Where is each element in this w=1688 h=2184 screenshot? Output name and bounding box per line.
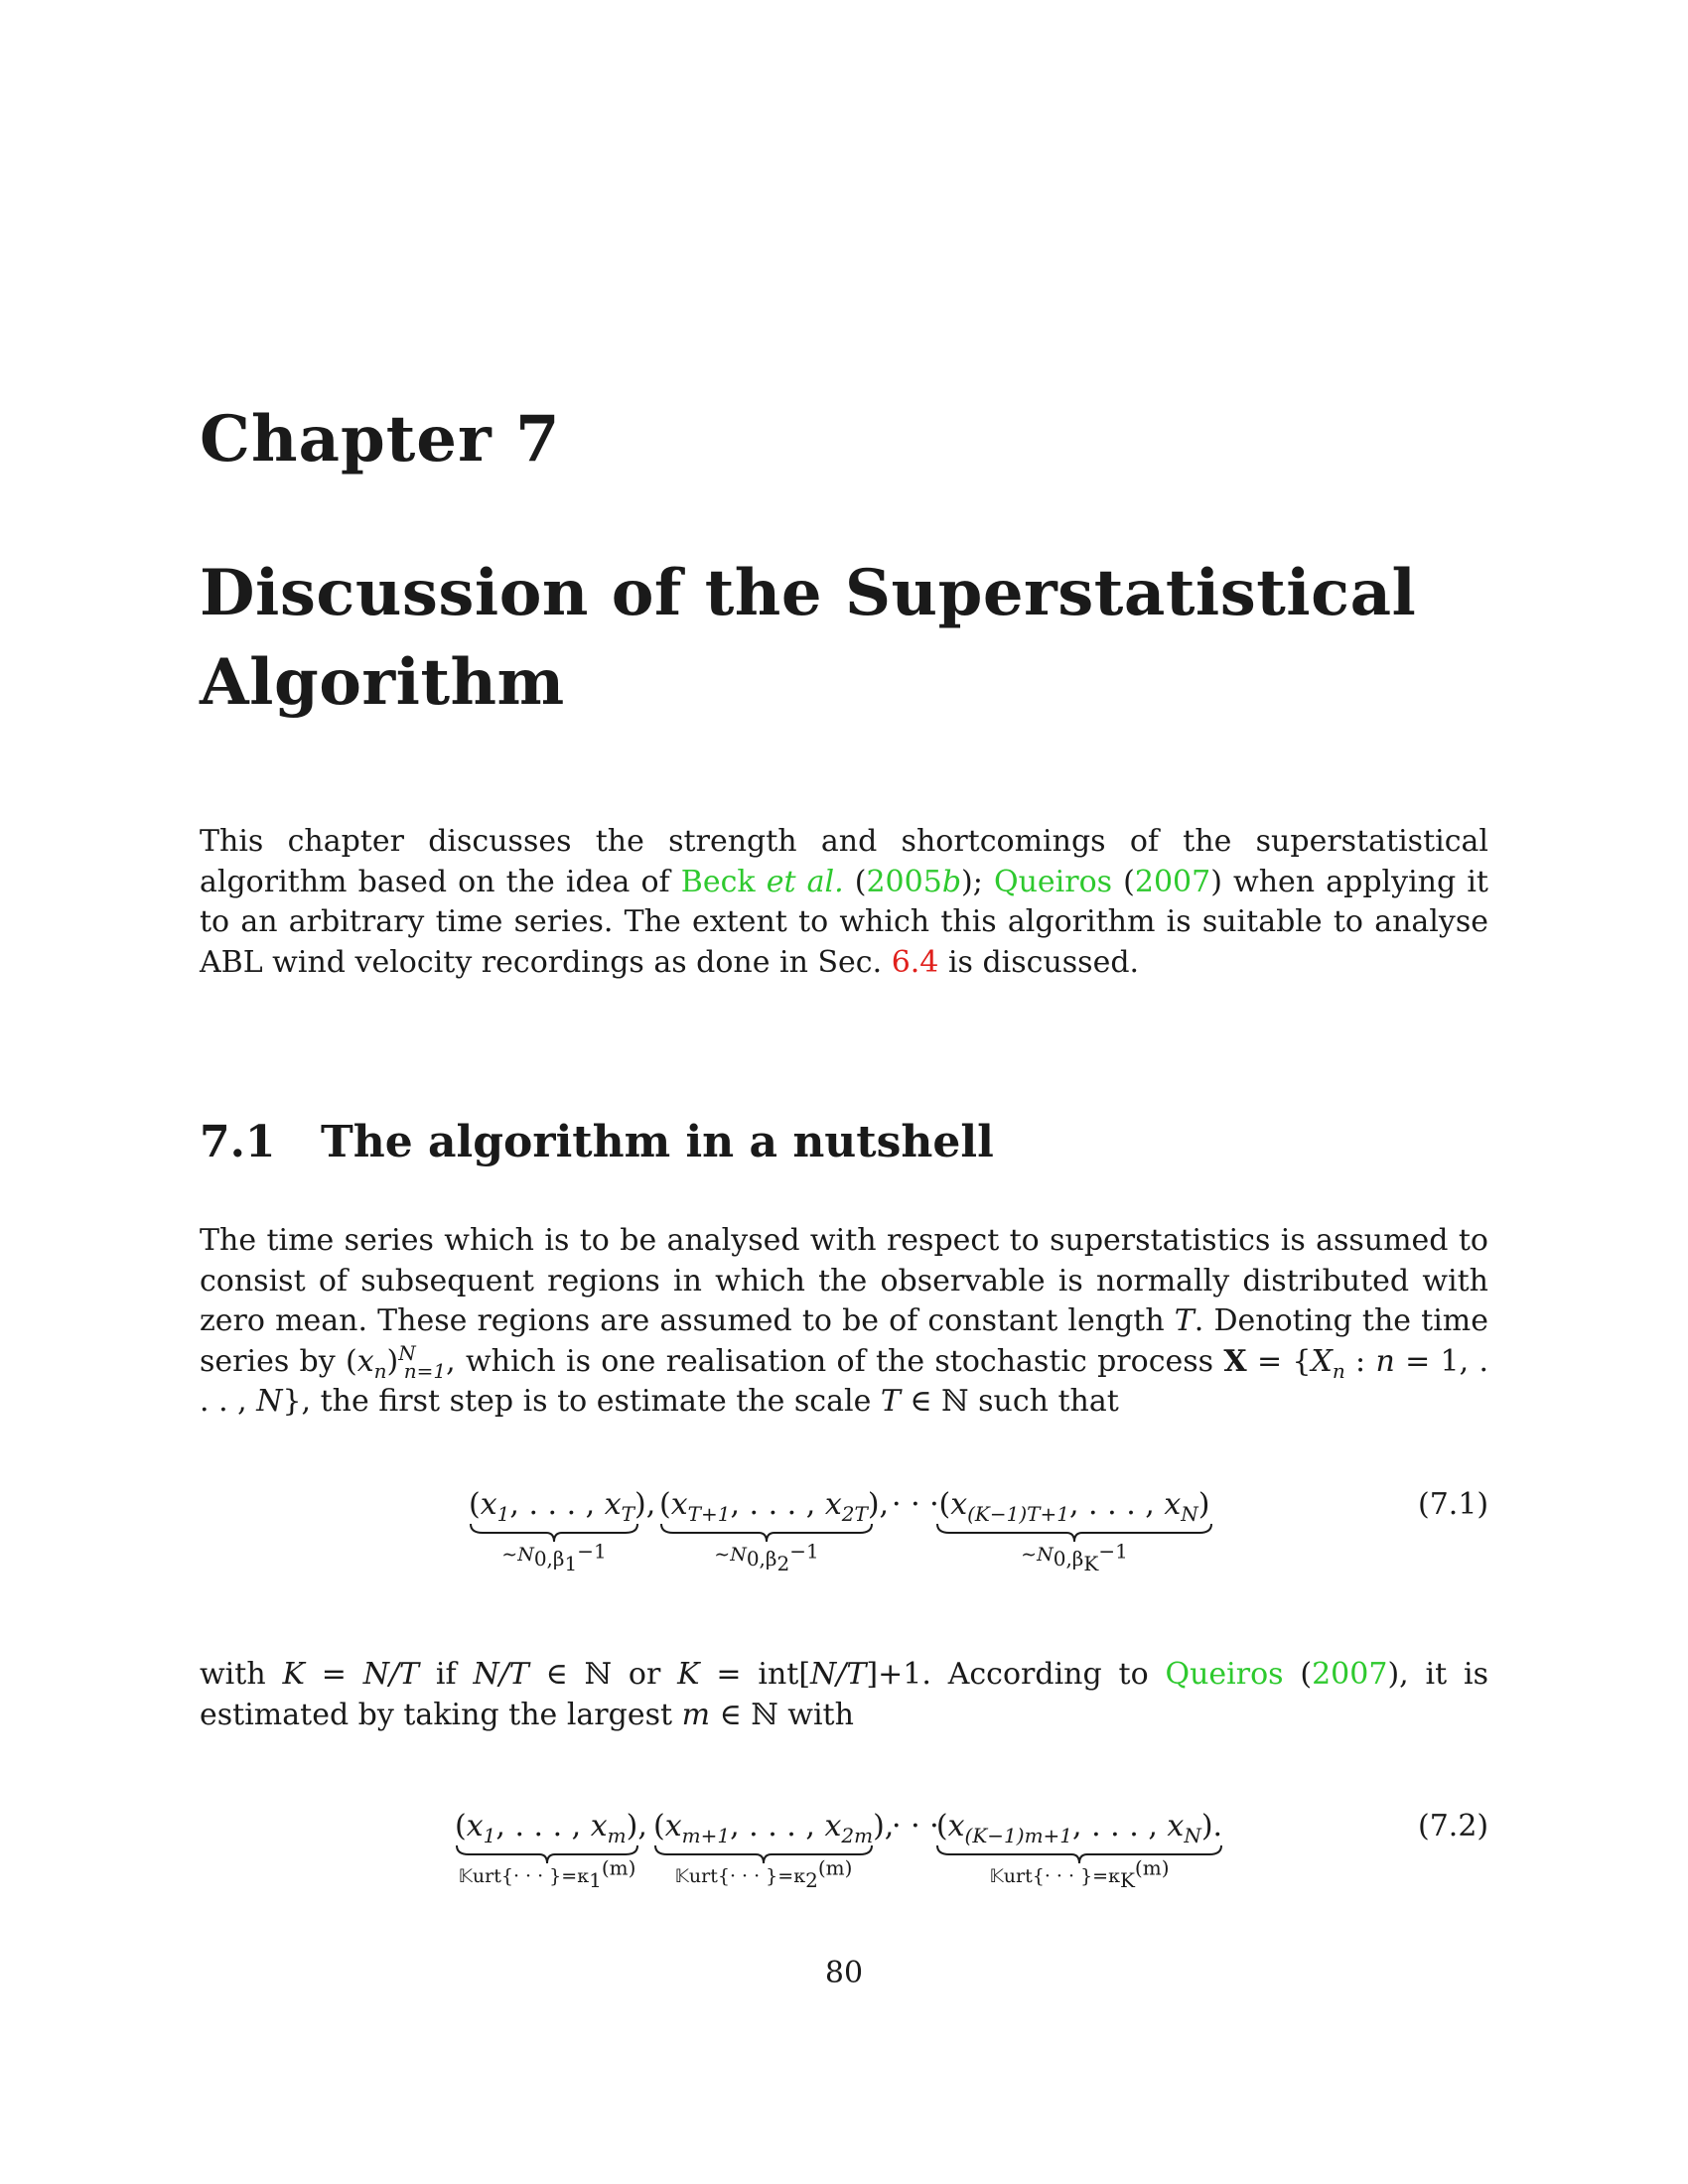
- eq1-group-2: ($x_{T+1}$, . . . , $x_{2T}$), $\sim N_{0,\beta_2^{-1}}$: [659, 1487, 890, 1575]
- body-paragraph-2: with K = N/T if N/T ∈ ℕ or K = int[N/T]+1. According to Queiros (2007), it is estimated by taking the largest m ∈ ℕ with: [200, 1657, 1488, 1732]
- citation-queiros-2[interactable]: Queiros: [1165, 1657, 1284, 1692]
- eq1-group-1: ($x_1$, . . . , $x_T$), $\sim N_{0,\beta_1^{-1}}$: [469, 1487, 656, 1575]
- intro-paragraph: This chapter discusses the strength and shortcomings of the superstatistical algorithm based on the idea of Beck et al. (2005b); Queiros (2007) when applying it to an arbitrary time series. The extent to which this algorithm is suitable to analyse ABL wind velocity recordings as done in Sec. 6.4 is discussed.: [200, 824, 1488, 980]
- eq2-group-2: ($x_{m+1}$, . . . , $x_{2m}$), 𝕂urt{· · · }$=\kappa_2^{(m)}$: [653, 1809, 895, 1892]
- eq1-dots: · · ·: [892, 1487, 939, 1522]
- citation-queiros-year-2[interactable]: 2007: [1312, 1657, 1388, 1692]
- eq2-dots: · · ·: [892, 1809, 939, 1843]
- citation-queiros-year[interactable]: 2007: [1134, 864, 1211, 899]
- eq1-group-3: ($x_{(K-1)T+1}$, . . . , $x_N$) $\sim N_{0,\beta_K^{-1}}$: [935, 1487, 1213, 1566]
- section-title: The algorithm in a nutshell: [321, 1117, 994, 1167]
- section-heading: [200, 1117, 994, 1167]
- citation-beck[interactable]: Beck et al.: [680, 864, 844, 899]
- citation-queiros[interactable]: Queiros: [993, 864, 1113, 899]
- page-number: 80: [824, 1956, 864, 1990]
- section-number: 7.1: [200, 1117, 276, 1167]
- eq2-number: (7.2): [1418, 1809, 1489, 1843]
- citation-beck-year[interactable]: 2005b: [866, 864, 962, 899]
- eq1-number: (7.1): [1418, 1487, 1489, 1522]
- body-paragraph-1: The time series which is to be analysed with respect to superstatistics is assumed to consist of subsequent regions in which the observable is normally distributed with zero mean. These regions are assumed to be of constant length T. Denoting the time series by $(x_n)^N_{n=1}$, which is one realisation of the stochastic process $X = \{X_n$ : n = 1, . . . , N}, the first step is to estimate the scale T ∈ ℕ such that: [200, 1223, 1489, 1419]
- underbrace-icon: [469, 1522, 639, 1544]
- eq2-group-1: ($x_1$, . . . , $x_m$), 𝕂urt{· · · }$=\kappa_1^{(m)}$: [455, 1809, 647, 1892]
- eq2-group-3: ($x_{(K-1)m+1}$, . . . , $x_N$). 𝕂urt{· · · }$=\kappa_K^{(m)}$: [935, 1809, 1223, 1892]
- chapter-title: Discussion of the Superstatistical Algorithm: [200, 556, 1417, 720]
- chapter-label: Chapter 7: [200, 402, 561, 477]
- section-reference[interactable]: 6.4: [891, 944, 939, 980]
